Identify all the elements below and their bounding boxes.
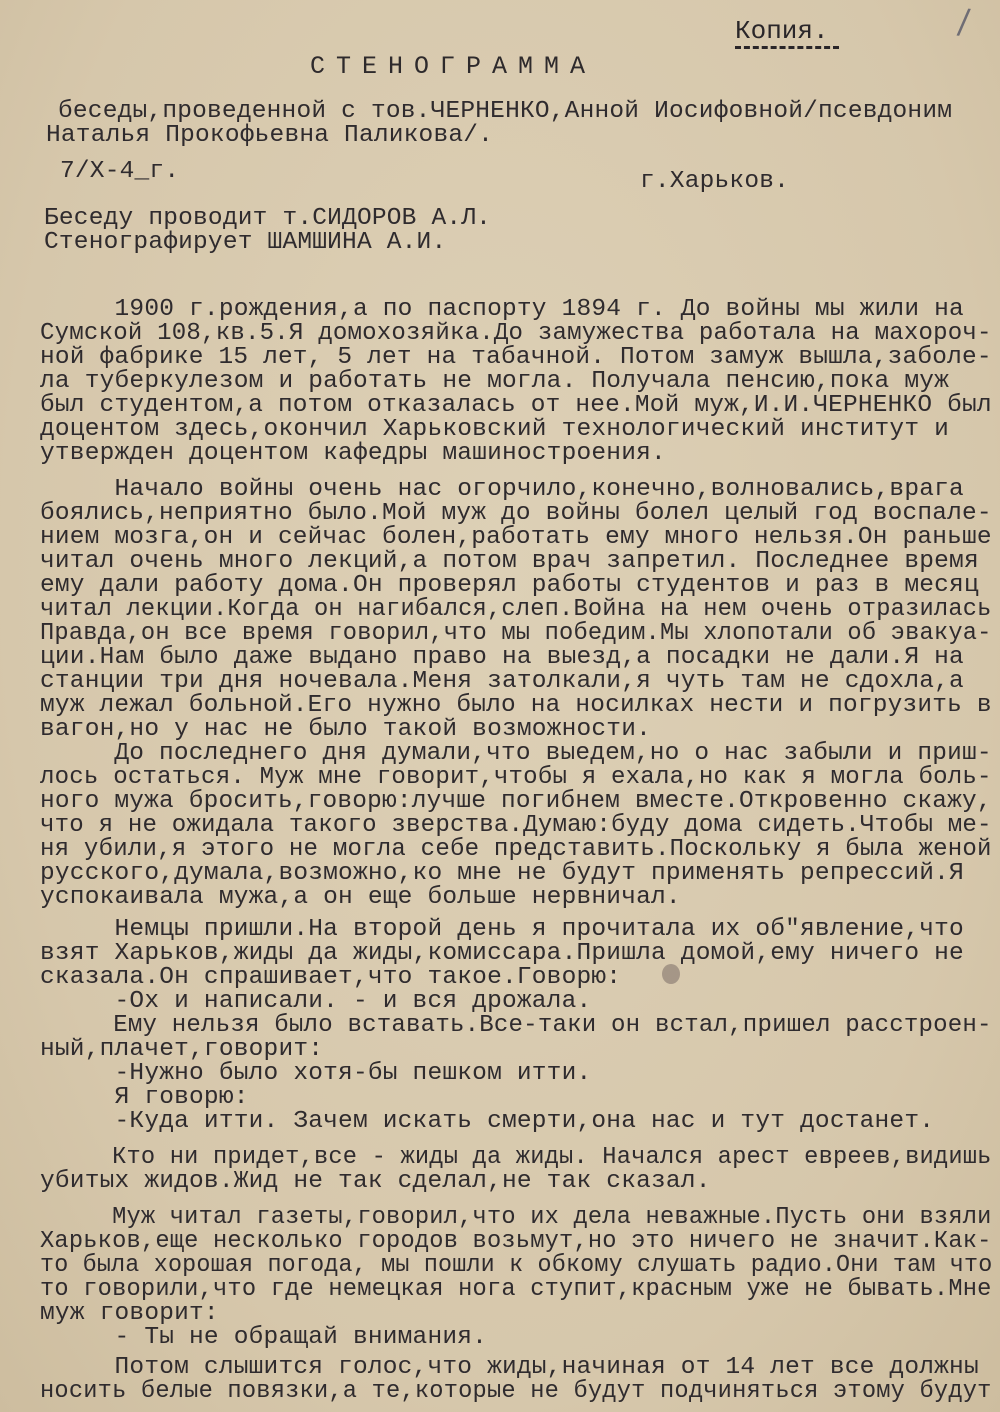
body-line: станции три дня ночевала.Меня затолкали,я чуть там не сдохла,а	[40, 668, 964, 695]
body-line: -Куда итти. Зачем искать смерти,она нас и тут достанет.	[40, 1108, 935, 1135]
body-line: вагон,но у нас не было такой возможности.	[40, 716, 651, 743]
body-line: Немцы пришли.На второй день я прочитала их об"явление,что	[40, 916, 964, 943]
body-line: нием мозга,он и сейчас болен,работать ему много нельзя.Он раньше	[40, 524, 992, 551]
body-line: Начало войны очень нас огорчило,конечно,волновались,врага	[40, 476, 964, 503]
body-line: ного мужа бросить,говорю:лучше погибнем вместе.Откровенно скажу,	[40, 788, 992, 815]
body-line: лось остаться. Муж мне говорит,чтобы я ехала,но как я могла боль-	[40, 764, 992, 791]
body-line: 1900 г.рождения,а по паспорту 1894 г. До войны мы жили на	[40, 296, 964, 323]
stenographer-line: Стенографирует ШАМШИНА А.И.	[44, 229, 447, 256]
body-line: Ему нельзя было вставать.Все-таки он встал,пришел расстроен-	[40, 1012, 992, 1039]
ink-smudge	[662, 964, 680, 984]
intro-line-1: беседы,проведенной с тов.ЧЕРНЕНКО,Анной Иосифовной/псевдоним	[58, 98, 953, 125]
body-line: -Нужно было хотя-бы пешком итти.	[40, 1060, 592, 1087]
body-line: читал очень много лекций,а потом врач запретил. Последнее время	[40, 548, 979, 575]
body-line: муж говорит:	[40, 1300, 219, 1327]
body-line: Потом слышится голос,что жиды,начиная от 14 лет все должны	[40, 1354, 979, 1381]
body-line: Муж читал газеты,говорил,что их дела неважные.Пусть они взяли	[40, 1204, 992, 1231]
body-line: русского,думала,возможно,ко мне не будут применять репрессий.Я	[40, 860, 964, 887]
body-line: что я не ожидала такого зверства.Думаю:буду дома сидеть.Чтобы ме-	[40, 812, 992, 839]
copy-underline	[735, 46, 839, 49]
body-line: Харьков,еще несколько городов возьмут,но это ничего не значит.Как-	[40, 1228, 992, 1255]
body-line: убитых жидов.Жид не так сделал,не так сказал.	[40, 1168, 711, 1195]
interviewer-line: Беседу проводит т.СИДОРОВ А.Л.	[44, 205, 492, 232]
document-date: 7/Х-4_г.	[60, 158, 180, 185]
body-line: ня убили,я этого не могла себе представить.Поскольку я была женой	[40, 836, 992, 863]
body-line: Сумской 108,кв.5.Я домохозяйка.До замужества работала на махороч-	[40, 320, 992, 347]
body-line: До последнего дня думали,что выедем,но о нас забыли и приш-	[40, 740, 992, 767]
body-line: -Ох и написали. - и вся дрожала.	[40, 988, 592, 1015]
body-line: Я говорю:	[40, 1084, 249, 1111]
body-line: утвержден доцентом кафедры машиностроения.	[40, 440, 666, 467]
body-line: муж лежал больной.Его нужно было на носилках нести и погрузить в	[40, 692, 992, 719]
body-line: ной фабрике 15 лет, 5 лет на табачной. Потом замуж вышла,заболе-	[40, 344, 992, 371]
body-line: - Ты не обращай внимания.	[40, 1324, 488, 1351]
document-title: СТЕНОГРАММА	[310, 52, 597, 81]
pencil-mark: /	[955, 1, 972, 43]
body-line: боялись,неприятно было.Мой муж до войны болел целый год воспале-	[40, 500, 992, 527]
body-line: был студентом,а потом отказалась от нее.Мой муж,И.И.ЧЕРНЕНКО был	[40, 392, 992, 419]
copy-mark: Копия.	[735, 16, 829, 46]
body-line: ему дали работу дома.Он проверял работы студентов и раз в месяц	[40, 572, 979, 599]
body-line: носить белые повязки,а те,которые не будут подчиняться этому будут	[40, 1378, 992, 1405]
body-line: ции.Нам было даже выдано право на выезд,а посадки не дали.Я на	[40, 644, 964, 671]
body-line: то говорили,что где немецкая нога ступит,красным уже не бывать.Мне	[40, 1276, 992, 1303]
body-line: Кто ни придет,все - жиды да жиды. Начался арест евреев,видишь	[40, 1144, 992, 1171]
body-line: сказала.Он спрашивает,что такое.Говорю:	[40, 964, 622, 991]
body-line: ный,плачет,говорит:	[40, 1036, 324, 1063]
body-line: Правда,он все время говорил,что мы победим.Мы хлопотали об эвакуа-	[40, 620, 992, 647]
body-line: взят Харьков,жиды да жиды,комиссара.Пришла домой,ему ничего не	[40, 940, 964, 967]
body-line: доцентом здесь,окончил Харьковский технологический институт и	[40, 416, 950, 443]
body-line: то была хорошая погода, мы пошли к обкому слушать радио.Они там что	[40, 1252, 993, 1279]
intro-line-2: Наталья Прокофьевна Паликова/.	[46, 122, 494, 149]
document-place: г.Харьков.	[640, 168, 790, 195]
body-line: успокаивала мужа,а он еще больше нервничал.	[40, 884, 681, 911]
body-line: читал лекции.Когда он нагибался,слеп.Война на нем очень отразилась	[40, 596, 992, 623]
body-line: ла туберкулезом и работать не могла. Получала пенсию,пока муж	[40, 368, 950, 395]
